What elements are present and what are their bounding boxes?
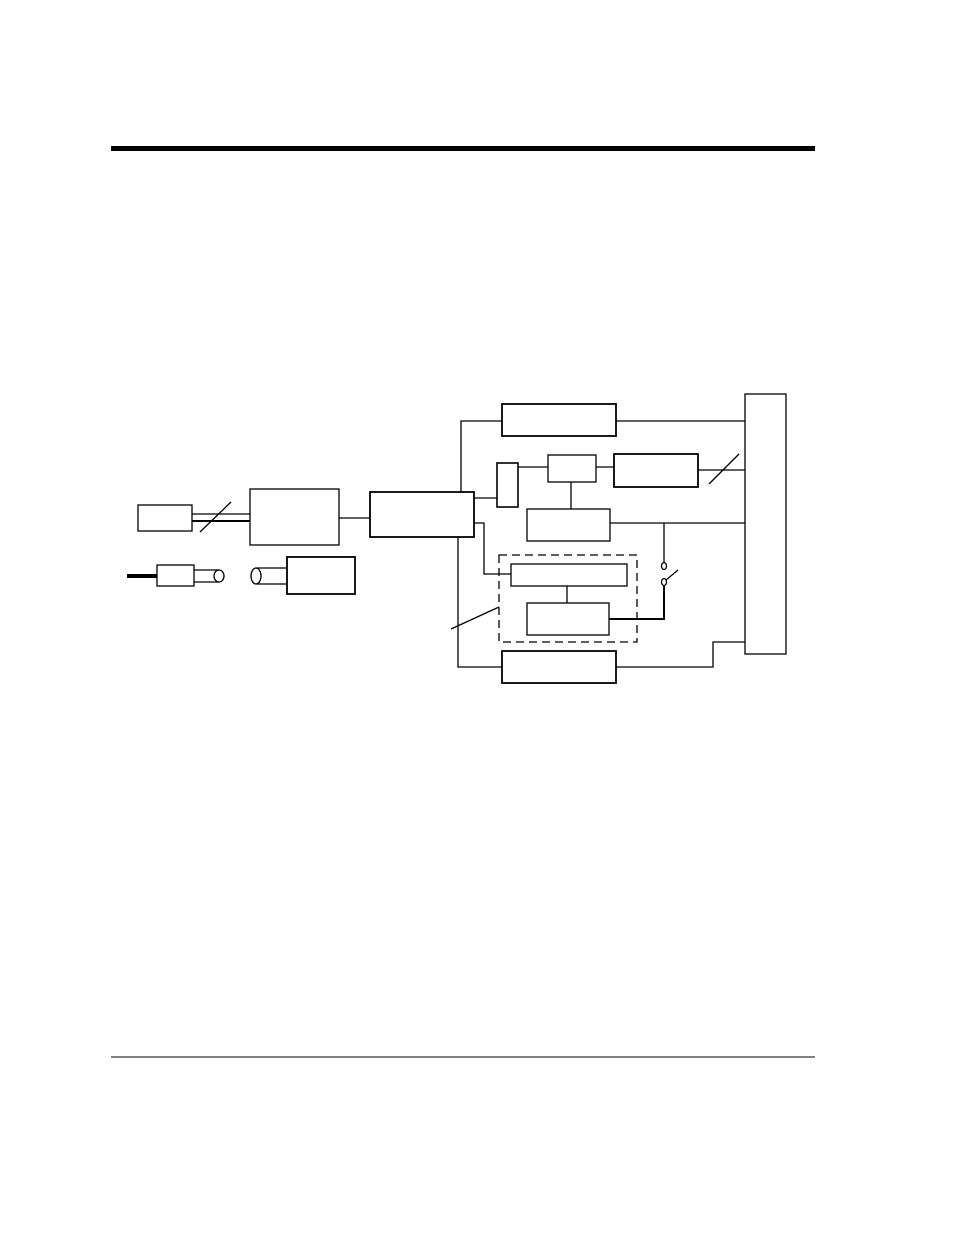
link-bottom-right xyxy=(616,642,745,667)
inner-wide-box xyxy=(511,564,627,586)
mid-left-box xyxy=(250,489,339,545)
branch-to-top xyxy=(461,421,502,492)
top-box xyxy=(502,404,616,436)
right-upper-box xyxy=(614,454,698,487)
branch-to-inner xyxy=(474,523,511,574)
socket-box xyxy=(287,557,355,594)
center-box xyxy=(370,492,474,537)
plug-body xyxy=(157,565,194,586)
bus-slash-right xyxy=(709,454,739,484)
mid-box xyxy=(527,509,610,541)
small-box xyxy=(548,455,596,482)
top-rule xyxy=(111,146,815,151)
plug-tip-end xyxy=(214,570,224,582)
bus-slash-left xyxy=(200,502,231,532)
narrow-box xyxy=(497,463,518,507)
inner-small-box xyxy=(527,603,609,635)
bottom-box xyxy=(502,651,616,683)
dashed-group xyxy=(499,555,637,642)
right-tall-box xyxy=(745,394,786,654)
switch-blade xyxy=(666,570,678,580)
branch-to-bottom xyxy=(458,537,502,667)
left-small-box xyxy=(138,505,192,531)
socket-opening xyxy=(251,568,261,584)
switch-upper-contact xyxy=(662,563,667,570)
